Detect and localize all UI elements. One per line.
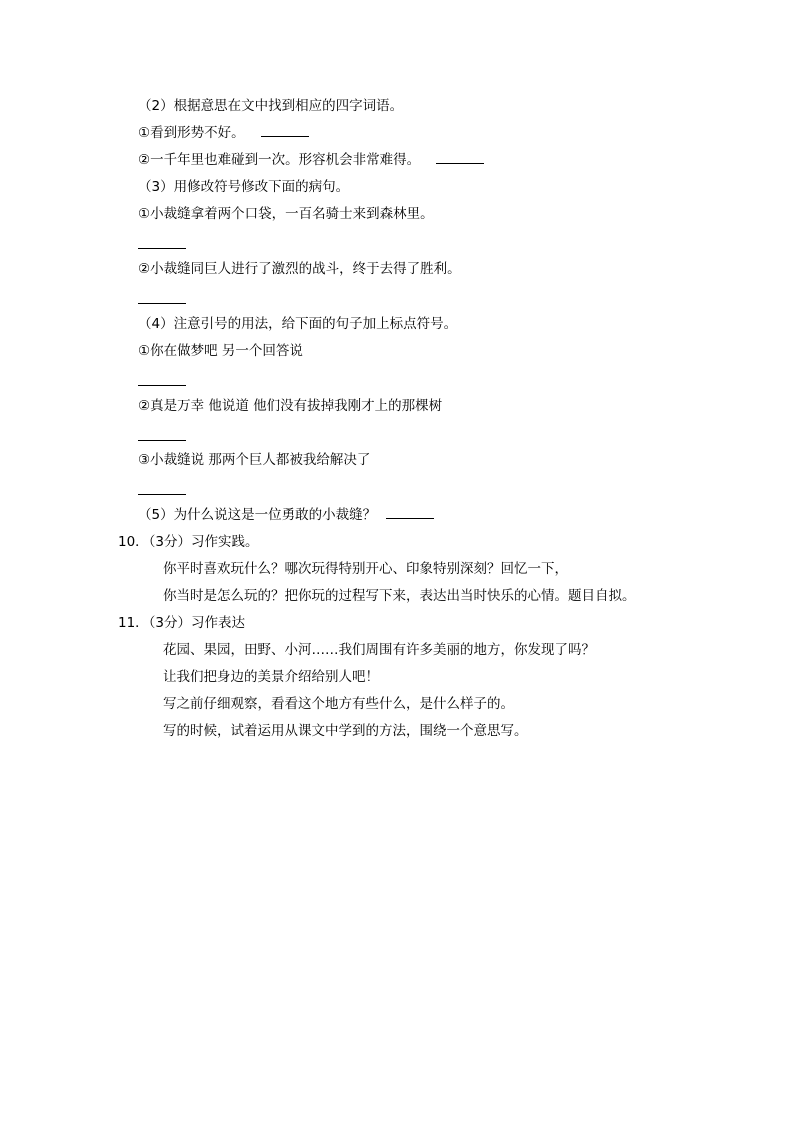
q10-line1: 你平时喜欢玩什么？哪次玩得特别开心、印象特别深刻？回忆一下， — [163, 561, 568, 577]
answer-blank[interactable] — [261, 124, 309, 137]
q9-part4-item1: ①你在做梦吧 另一个回答说 — [138, 343, 303, 359]
q9-part4-heading: （4）注意引号的用法，给下面的句子加上标点符号。 — [138, 316, 458, 332]
q9-part4-item3: ③小裁缝说 那两个巨人都被我给解决了 — [138, 452, 371, 468]
q9-part3-item2: ②小裁缝同巨人进行了激烈的战斗，终于去得了胜利。 — [138, 261, 461, 277]
answer-blank[interactable] — [386, 506, 434, 519]
q11-line1: 花园、果园，田野、小河……我们周围有许多美丽的地方，你发现了吗？ — [163, 642, 595, 658]
q10-line2: 你当时是怎么玩的？把你玩的过程写下来，表达出当时快乐的心情。题目自拟。 — [163, 588, 636, 604]
answer-blank[interactable] — [138, 303, 186, 304]
q9-part2-heading: （2）根据意思在文中找到相应的四字词语。 — [138, 98, 404, 114]
answer-blank[interactable] — [138, 385, 186, 386]
q10-title: 10．（3分）习作实践。 — [118, 534, 259, 550]
q11-title: 11．（3分）习作表达 — [118, 615, 246, 631]
answer-blank[interactable] — [436, 151, 484, 164]
q11-line4: 写的时候，试着运用从课文中学到的方法，围绕一个意思写。 — [163, 723, 528, 739]
answer-blank[interactable] — [138, 248, 186, 249]
q9-part2-item2 — [138, 151, 484, 169]
q9-part4-item2: ②真是万幸 他说道 他们没有拔掉我刚才上的那棵树 — [138, 398, 443, 414]
q11-line2: 让我们把身边的美景介绍给别人吧！ — [163, 669, 379, 685]
q9-part3-item1: ①小裁缝拿着两个口袋，一百名骑士来到森林里。 — [138, 206, 434, 222]
q9-part2-item1 — [138, 124, 309, 142]
answer-blank[interactable] — [138, 494, 186, 495]
q9-part3-heading: （3）用修改符号修改下面的病句。 — [138, 179, 350, 195]
q9-part5 — [138, 506, 434, 524]
answer-blank[interactable] — [138, 440, 186, 441]
q9-part5-heading: （5）为什么说这是一位勇敢的小裁缝？ — [138, 507, 377, 523]
q9-part2-item1-text: ①看到形势不好。 — [138, 125, 245, 141]
q9-part2-item2-text: ②一千年里也难碰到一次。形容机会非常难得。 — [138, 152, 421, 168]
q11-line3: 写之前仔细观察，看看这个地方有些什么，是什么样子的。 — [163, 696, 514, 712]
